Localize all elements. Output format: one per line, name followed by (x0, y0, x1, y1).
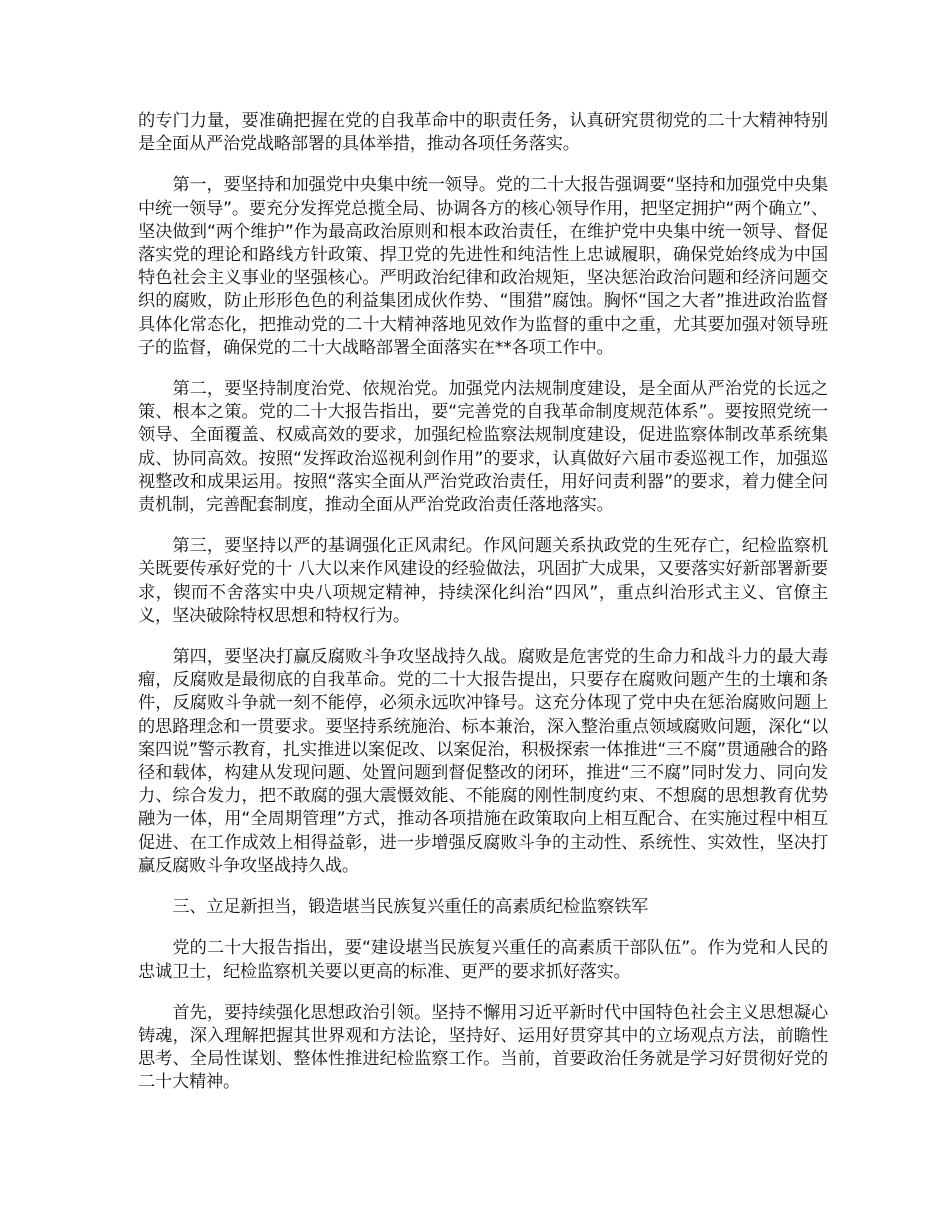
paragraph-intro: 的专门力量，要准确把握在党的自我革命中的职责任务，认真研究贯彻党的二十大精神特别是全面从严治党战略部署的具体举措，推动各项任务落实。 (138, 111, 828, 155)
paragraph-section-three-intro: 党的二十大报告指出，要“建设堪当民族复兴重任的高素质干部队伍”。作为党和人民的忠诚卫士，纪检监察机关要以更高的标准、更严的要求抓好落实。 (138, 938, 828, 982)
paragraph-first-point: 第一，要坚持和加强党中央集中统一领导。党的二十大报告强调要“坚持和加强党中央集中统一领导”。要充分发挥党总揽全局、协调各方的核心领导作用，把坚定拥护“两个确立”、坚决做到“两个维护”作为最高政治原则和根本政治责任，在维护党中央集中统一领导、督促落实党的理论和路线方针政策、捍卫党的先进性和纯洁性上忠诚履职，确保党始终成为中国特色社会主义事业的坚强核心。严明政治纪律和政治规矩，坚决惩治政治问题和经济问题交织的腐败，防止形形色色的利益集团成伙作势、“围猎”腐蚀。胸怀“国之大者”推进政治监督具体化常态化，把推动党的二十大精神落地见效作为监督的重中之重，尤其要加强对领导班子的监督，确保党的二十大战略部署全面落实在**各项工作中。 (138, 175, 828, 358)
document-page (138, 110, 828, 1113)
paragraph-firstly: 首先，要持续强化思想政治引领。坚持不懈用习近平新时代中国特色社会主义思想凝心铸魂，深入理解把握其世界观和方法论，坚持好、运用好贯穿其中的立场观点方法，前瞻性思考、全局性谋划、整体性推进纪检监察工作。当前，首要政治任务就是学习好贯彻好党的二十大精神。 (138, 1002, 828, 1093)
paragraph-third-point: 第三，要坚持以严的基调强化正风肃纪。作风问题关系执政党的生死存亡，纪检监察机关既要传承好党的十 八大以来作风建设的经验做法，巩固扩大成果，又要落实好新部署新要求，锲而不舍落实中央八项规定精神，持续深化纠治“四风”，重点纠治形式主义、官僚主义，坚决破除特权思想和特权行为。 (138, 536, 828, 626)
section-heading-three: 三、立足新担当，锻造堪当民族复兴重任的高素质纪检监察铁军 (172, 897, 649, 918)
paragraph-second-point: 第二，要坚持制度治党、依规治党。加强党内法规制度建设，是全面从严治党的长远之策、根本之策。党的二十大报告指出，要“完善党的自我革命制度规范体系”。要按照党统一领导、全面覆盖、权威高效的要求，加强纪检监察法规制度建设，促进监察体制改革系统集成、协同高效。按照“发挥政治巡视利剑作用”的要求，认真做好六届市委巡视工作，加强巡视整改和成果运用。按照“落实全面从严治党政治责任，用好问责利器”的要求，着力健全问责机制，完善配套制度，推动全面从严治党政治责任落地落实。 (138, 379, 828, 516)
paragraph-fourth-point: 第四，要坚决打赢反腐败斗争攻坚战持久战。腐败是危害党的生命力和战斗力的最大毒瘤，反腐败是最彻底的自我革命。党的二十大报告提出，只要存在腐败问题产生的土壤和条件，反腐败斗争就一刻不能停，必须永远吹冲锋号。这充分体现了党中央在惩治腐败问题上的思路理念和一贯要求。要坚持系统施治、标本兼治，深入整治重点领域腐败问题，深化“以案四说”警示教育，扎实推进以案促改、以案促治，积极探索一体推进“三不腐”贯通融合的路径和载体，构建从发现问题、处置问题到督促整改的闭环，推进“三不腐”同时发力、同向发力、综合发力，把不敢腐的强大震慑效能、不能腐的刚性制度约束、不想腐的思想教育优势融为一体，用“全周期管理”方式，推动各项措施在政策取向上相互配合、在实施过程中相互促进、在工作成效上相得益彰，进一步增强反腐败斗争的主动性、系统性、实效性，坚决打赢反腐败斗争攻坚战持久战。 (138, 647, 828, 876)
